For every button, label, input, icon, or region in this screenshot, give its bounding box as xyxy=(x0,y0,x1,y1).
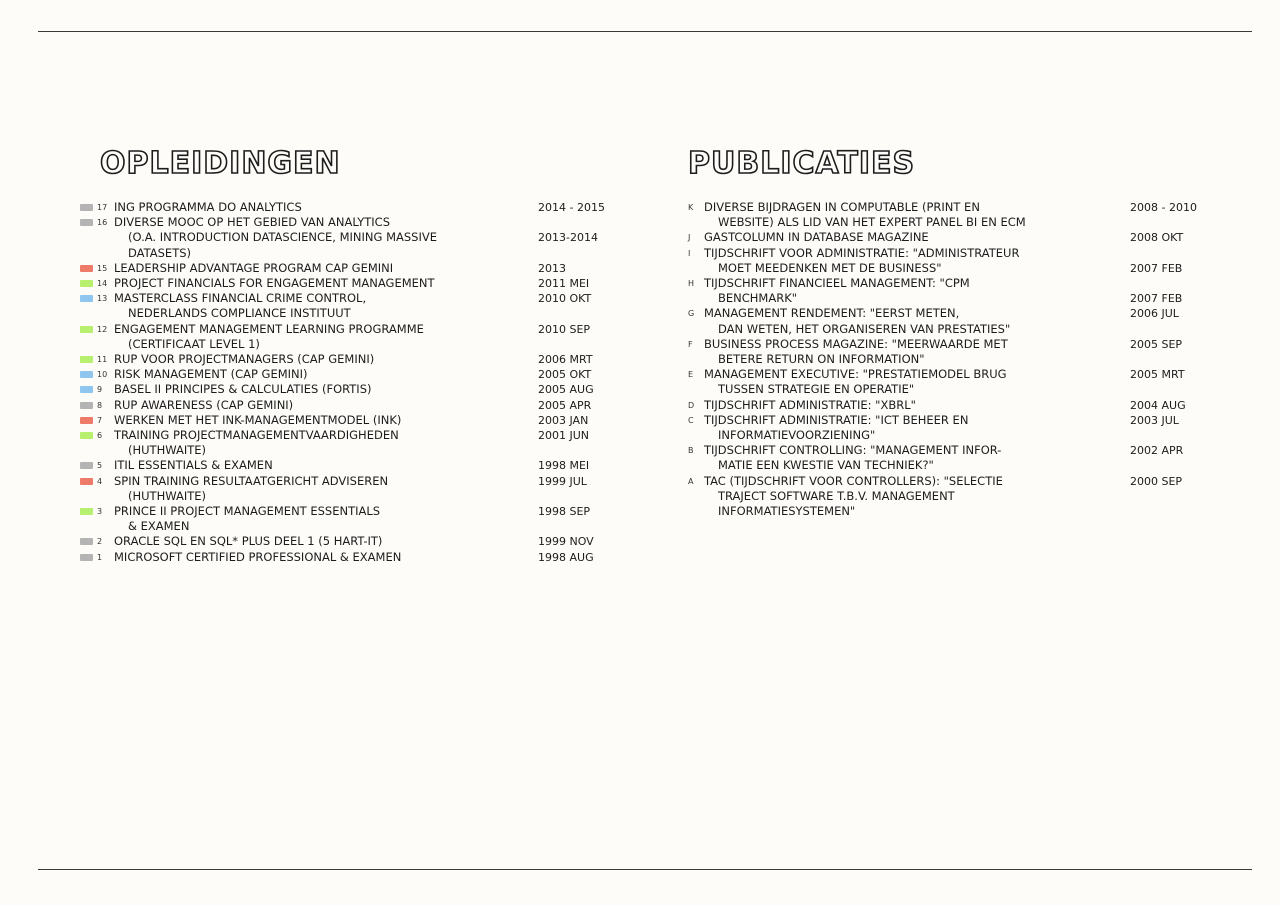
entry-date: 2005 MRT xyxy=(1130,368,1185,382)
entry-number: 9 xyxy=(97,385,103,395)
publicaties-entry xyxy=(686,246,1206,276)
entry-number: A xyxy=(688,476,694,486)
entry-number: K xyxy=(688,203,694,212)
entry-number: 13 xyxy=(97,294,108,304)
category-swatch xyxy=(80,280,93,287)
entry-title: ORACLE SQL EN SQL* PLUS DEEL 1 (5 HART-IT) xyxy=(114,534,383,549)
entry-date: 2010 SEP xyxy=(538,322,591,336)
entry-date: 2008 - 2010 xyxy=(1130,201,1197,214)
entry-date: 2005 OKT xyxy=(538,368,592,382)
entry-title: GASTCOLUMN IN DATABASE MAGAZINE xyxy=(704,230,929,245)
entry-title-continued: (HUTHWAITE) xyxy=(128,443,207,458)
category-swatch xyxy=(80,219,93,226)
opleidingen-entry xyxy=(80,367,610,382)
entry-title: MASTERCLASS FINANCIAL CRIME CONTROL, xyxy=(114,291,367,306)
entry-title: MANAGEMENT EXECUTIVE: "PRESTATIEMODEL BRUG xyxy=(704,367,1007,382)
entry-title: ITIL ESSENTIALS & EXAMEN xyxy=(114,458,273,473)
publicaties-entry xyxy=(686,230,1206,245)
entry-title-continued: TUSSEN STRATEGIE EN OPERATIE" xyxy=(718,382,915,397)
opleidingen-entry xyxy=(80,291,610,321)
category-swatch xyxy=(80,508,93,515)
publicaties-section xyxy=(686,146,1206,519)
entry-title-continued: NEDERLANDS COMPLIANCE INSTITUUT xyxy=(128,306,351,321)
entry-title: RUP VOOR PROJECTMANAGERS (CAP GEMINI) xyxy=(114,352,375,367)
entry-title: MICROSOFT CERTIFIED PROFESSIONAL & EXAMEN xyxy=(114,549,402,564)
entry-number: D xyxy=(688,400,695,410)
category-swatch xyxy=(80,432,93,439)
category-swatch xyxy=(80,462,93,469)
entry-title-continued: BETERE RETURN ON INFORMATION" xyxy=(718,352,925,367)
entry-date: 1999 NOV xyxy=(538,535,594,549)
entry-title: PROJECT FINANCIALS FOR ENGAGEMENT MANAGEMENT xyxy=(114,276,435,291)
opleidingen-entry xyxy=(80,413,610,428)
entry-title: TIJDSCHRIFT ADMINISTRATIE: "XBRL" xyxy=(704,397,916,412)
entry-title: BUSINESS PROCESS MAGAZINE: "MEERWAARDE MET xyxy=(704,336,1008,351)
entry-title: PRINCE II PROJECT MANAGEMENT ESSENTIALS xyxy=(114,504,381,519)
entry-title: ENGAGEMENT MANAGEMENT LEARNING PROGRAMME xyxy=(114,321,424,336)
entry-number: 16 xyxy=(97,218,108,228)
publicaties-entry xyxy=(686,398,1206,413)
entry-title-continued: (O.A. INTRODUCTION DATASCIENCE, MINING MASSIVE xyxy=(128,230,438,245)
entry-number: 6 xyxy=(97,431,103,441)
entry-number: J xyxy=(688,233,691,243)
entry-date: 2007 FEB xyxy=(1130,292,1183,306)
entry-date: 2011 MEI xyxy=(538,277,590,291)
top-rule xyxy=(38,31,1252,32)
entry-number: H xyxy=(688,279,695,289)
entry-number: B xyxy=(688,446,694,456)
entry-number: I xyxy=(688,248,691,258)
entry-title: MANAGEMENT RENDEMENT: "EERST METEN, xyxy=(704,306,960,321)
opleidingen-entry xyxy=(80,322,610,352)
publicaties-entry xyxy=(686,413,1206,443)
entry-title-continued: WEBSITE) ALS LID VAN HET EXPERT PANEL BI EN ECM xyxy=(718,215,1026,230)
publicaties-entry xyxy=(686,443,1206,473)
opleidingen-entry xyxy=(80,276,610,291)
category-swatch xyxy=(80,371,93,378)
entry-title-continued: DATASETS) xyxy=(128,245,192,260)
entry-title: SPIN TRAINING RESULTAATGERICHT ADVISEREN xyxy=(114,473,389,488)
opleidingen-list xyxy=(80,200,610,565)
entry-date: 2000 SEP xyxy=(1130,474,1183,488)
entry-date: 2007 FEB xyxy=(1130,261,1183,275)
category-swatch xyxy=(80,478,93,485)
opleidingen-entry xyxy=(80,474,610,504)
publicaties-entry xyxy=(686,474,1206,520)
category-swatch xyxy=(80,356,93,363)
entry-number: 7 xyxy=(97,415,103,425)
entry-date: 2013 xyxy=(538,261,566,275)
entry-number: C xyxy=(688,415,694,425)
category-swatch xyxy=(80,265,93,272)
entry-title: LEADERSHIP ADVANTAGE PROGRAM CAP GEMINI xyxy=(114,260,394,275)
publicaties-title: PUBLICATIES xyxy=(688,146,916,181)
entry-title: TRAINING PROJECTMANAGEMENTVAARDIGHEDEN xyxy=(114,428,399,443)
opleidingen-title: OPLEIDINGEN xyxy=(100,146,341,181)
entry-number: E xyxy=(688,370,694,380)
publicaties-list xyxy=(686,200,1206,519)
entry-date: 2003 JUL xyxy=(1130,413,1179,427)
entry-title-continued: MOET MEEDENKEN MET DE BUSINESS" xyxy=(718,260,942,275)
opleidingen-entry xyxy=(80,504,610,534)
category-swatch xyxy=(80,402,93,409)
entry-title-continued: BENCHMARK" xyxy=(718,291,798,306)
entry-number: 11 xyxy=(97,355,108,365)
entry-title: RUP AWARENESS (CAP GEMINI) xyxy=(114,397,294,412)
category-swatch xyxy=(80,326,93,333)
entry-title: RISK MANAGEMENT (CAP GEMINI) xyxy=(114,367,308,382)
opleidingen-section xyxy=(80,146,610,565)
entry-number: 12 xyxy=(97,324,108,334)
entry-date: 1999 JUL xyxy=(538,474,587,488)
entry-date: 1998 MEI xyxy=(538,459,590,473)
entry-number: 8 xyxy=(97,400,103,410)
opleidingen-entry xyxy=(80,215,610,261)
opleidingen-entry xyxy=(80,200,610,215)
entry-title-continued: INFORMATIESYSTEMEN" xyxy=(718,504,856,519)
publicaties-entry xyxy=(686,276,1206,306)
entry-title-continued: INFORMATIEVOORZIENING" xyxy=(718,428,876,443)
entry-date: 2002 APR xyxy=(1130,444,1184,458)
entry-date: 2005 SEP xyxy=(1130,337,1183,351)
bottom-rule xyxy=(38,869,1252,870)
entry-title: BASEL II PRINCIPES & CALCULATIES (FORTIS) xyxy=(114,382,372,397)
entry-title-continued: MATIE EEN KWESTIE VAN TECHNIEK?" xyxy=(718,458,934,473)
entry-title: TIJDSCHRIFT FINANCIEEL MANAGEMENT: "CPM xyxy=(704,276,970,291)
entry-date: 2010 OKT xyxy=(538,292,592,306)
category-swatch xyxy=(80,386,93,393)
opleidingen-entry xyxy=(80,458,610,473)
entry-title-continued: DAN WETEN, HET ORGANISEREN VAN PRESTATIES" xyxy=(718,321,1011,336)
entry-number: F xyxy=(688,339,693,349)
entry-title-continued: (CERTIFICAAT LEVEL 1) xyxy=(128,336,260,351)
category-swatch xyxy=(80,417,93,424)
entry-date: 1998 SEP xyxy=(538,505,591,519)
opleidingen-entry xyxy=(80,261,610,276)
entry-title-continued: & EXAMEN xyxy=(128,519,190,534)
entry-date: 2006 MRT xyxy=(538,353,593,367)
entry-number: 3 xyxy=(97,507,103,517)
entry-date: 2001 JUN xyxy=(538,429,590,443)
opleidingen-entry xyxy=(80,534,610,549)
entry-title: WERKEN MET HET INK-MANAGEMENTMODEL (INK) xyxy=(114,412,402,427)
entry-title: ING PROGRAMMA DO ANALYTICS xyxy=(114,200,302,214)
entry-number: 4 xyxy=(97,476,103,486)
entry-title-continued: (HUTHWAITE) xyxy=(128,488,207,503)
entry-number: 17 xyxy=(97,203,108,212)
entry-number: 15 xyxy=(97,263,108,273)
entry-number: 14 xyxy=(97,279,108,289)
entry-number: 1 xyxy=(97,552,103,562)
opleidingen-entry xyxy=(80,398,610,413)
entry-date: 2008 OKT xyxy=(1130,231,1184,245)
publicaties-entry xyxy=(686,306,1206,336)
entry-number: 5 xyxy=(97,461,103,471)
publicaties-entry xyxy=(686,367,1206,397)
entry-date: 2005 AUG xyxy=(538,383,594,397)
entry-title: TAC (TIJDSCHRIFT VOOR CONTROLLERS): "SELECTIE xyxy=(704,473,1003,488)
entry-date: 2013-2014 xyxy=(538,231,598,245)
category-swatch xyxy=(80,204,93,211)
entry-title: DIVERSE MOOC OP HET GEBIED VAN ANALYTICS xyxy=(114,215,391,230)
entry-title: DIVERSE BIJDRAGEN IN COMPUTABLE (PRINT EN xyxy=(704,200,980,214)
category-swatch xyxy=(80,538,93,545)
entry-date: 2004 AUG xyxy=(1130,398,1186,412)
publicaties-entry xyxy=(686,337,1206,367)
entry-number: 2 xyxy=(97,537,103,547)
entry-date: 2006 JUL xyxy=(1130,307,1179,321)
category-swatch xyxy=(80,295,93,302)
entry-title: TIJDSCHRIFT VOOR ADMINISTRATIE: "ADMINISTRATEUR xyxy=(704,245,1020,260)
opleidingen-entry xyxy=(80,428,610,458)
publicaties-entry xyxy=(686,200,1206,230)
entry-date: 2003 JAN xyxy=(538,413,589,427)
entry-title: TIJDSCHRIFT ADMINISTRATIE: "ICT BEHEER EN xyxy=(704,412,969,427)
entry-date: 2005 APR xyxy=(538,398,592,412)
entry-date: 2014 - 2015 xyxy=(538,201,605,214)
opleidingen-entry xyxy=(80,550,610,565)
entry-number: 10 xyxy=(97,370,108,380)
entry-number: G xyxy=(688,309,695,319)
opleidingen-entry xyxy=(80,352,610,367)
opleidingen-entry xyxy=(80,382,610,397)
entry-title-continued: TRAJECT SOFTWARE T.B.V. MANAGEMENT xyxy=(718,488,955,503)
entry-title: TIJDSCHRIFT CONTROLLING: "MANAGEMENT INFOR- xyxy=(704,443,1002,458)
category-swatch xyxy=(80,554,93,561)
entry-date: 1998 AUG xyxy=(538,550,594,564)
